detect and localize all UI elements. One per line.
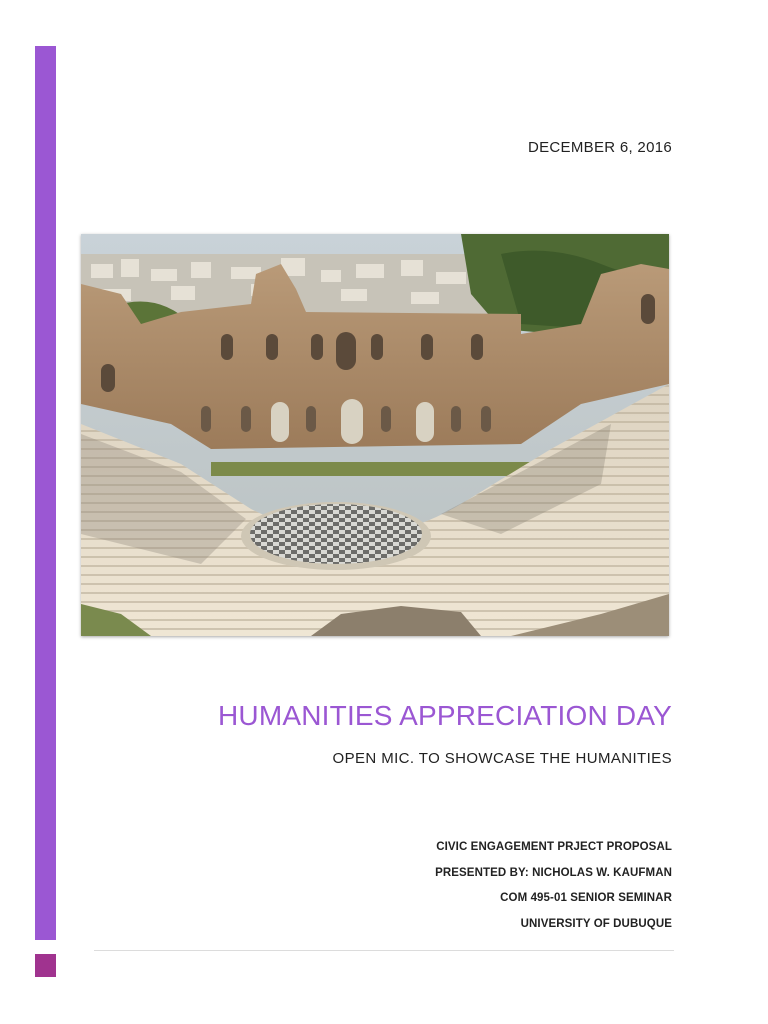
- bottom-divider: [94, 950, 674, 951]
- document-date: DECEMBER 6, 2016: [527, 139, 672, 156]
- cover-photo-amphitheater: [81, 234, 669, 636]
- detail-course: COM 495-01 SENIOR SEMINAR: [500, 892, 672, 904]
- accent-square: [35, 954, 56, 977]
- detail-presenter: PRESENTED BY: NICHOLAS W. KAUFMAN: [435, 866, 672, 879]
- document-subtitle: OPEN MIC. TO SHOWCASE THE HUMANITIES: [332, 750, 672, 767]
- document-details: [435, 838, 672, 940]
- accent-side-bar: [35, 46, 56, 940]
- detail-university: UNIVERSITY OF DUBUQUE: [520, 917, 672, 930]
- document-title: HUMANITIES APPRECIATION DAY: [218, 700, 672, 731]
- detail-project-type: CIVIC ENGAGEMENT PRJECT PROPOSAL: [436, 841, 672, 853]
- amphitheater-illustration: [81, 234, 669, 636]
